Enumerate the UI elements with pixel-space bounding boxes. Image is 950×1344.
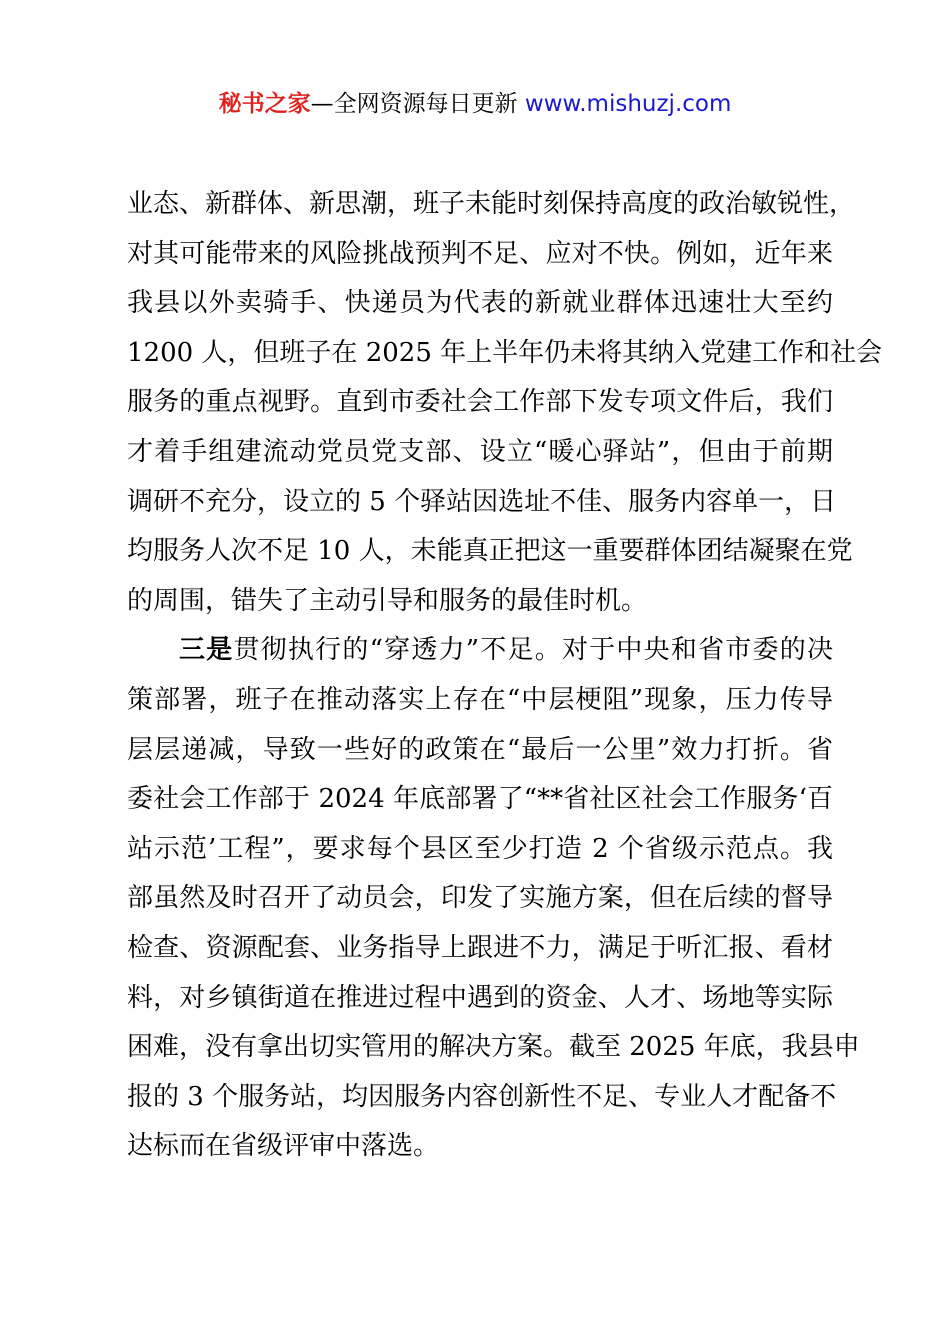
text-line-first (127, 626, 833, 676)
site-url-link[interactable]: www.mishuzj.com (524, 91, 732, 117)
text-line: 我县以外卖骑手、快递员为代表的新就业群体迅速壮大至约 (127, 288, 833, 319)
paragraph-1 (127, 180, 883, 626)
text-line: 服务的重点视野。直到市委社会工作部下发专项文件后，我们 (127, 387, 833, 418)
site-header (0, 88, 950, 120)
text-line: 检查、资源配套、业务指导上跟进不力，满足于听汇报、看材 (127, 932, 833, 963)
text-line: 层层递减，导致一些好的政策在“最后一公里”效力打折。省 (127, 734, 833, 765)
text-line: 对其可能带来的风险挑战预判不足、应对不快。例如，近年来 (127, 238, 833, 269)
text-line: 的周围，错失了主动引导和服务的最佳时机。 (127, 585, 648, 616)
document-body (127, 180, 883, 1172)
text-line: 1200 人，但班子在 2025 年上半年仍未将其纳入党建工作和社会 (127, 337, 883, 368)
text-line: 部虽然及时召开了动员会，印发了实施方案，但在后续的督导 (127, 883, 833, 914)
text-line: 达标而在省级评审中落选。 (127, 1131, 440, 1162)
text-line: 策部署，班子在推动落实上存在“中层梗阻”现象，压力传导 (127, 684, 833, 715)
text-line: 委社会工作部于 2024 年底部署了“**省社区社会工作服务‘百 (127, 784, 833, 815)
text-line: 业态、新群体、新思潮，班子未能时刻保持高度的政治敏锐性， (127, 189, 856, 219)
brand-name: 秘书之家 (218, 91, 311, 117)
text-line: 报的 3 个服务站，均因服务内容创新性不足、专业人才配备不 (127, 1081, 837, 1112)
text-line: 困难，没有拿出切实管用的解决方案。截至 2025 年底，我县申 (127, 1032, 860, 1063)
header-tagline: —全网资源每日更新 (310, 91, 525, 117)
text-line: 调研不充分，设立的 5 个驿站因选址不佳、服务内容单一，日 (127, 486, 837, 517)
text-line: 料，对乡镇街道在推进过程中遇到的资金、人才、场地等实际 (127, 982, 833, 1013)
text-line: 才着手组建流动党员党支部、设立“暖心驿站”，但由于前期 (127, 436, 833, 467)
paragraph-lead: 三是 (179, 635, 234, 666)
text-line: 均服务人次不足 10 人，未能真正把这一重要群体团结凝聚在党 (127, 536, 853, 567)
paragraph-2 (127, 626, 860, 1172)
text-line: 站示范’工程”，要求每个县区至少打造 2 个省级示范点。我 (127, 833, 833, 864)
text-line-rest: 贯彻执行的“穿透力”不足。对于中央和省市委的决 (233, 635, 833, 666)
